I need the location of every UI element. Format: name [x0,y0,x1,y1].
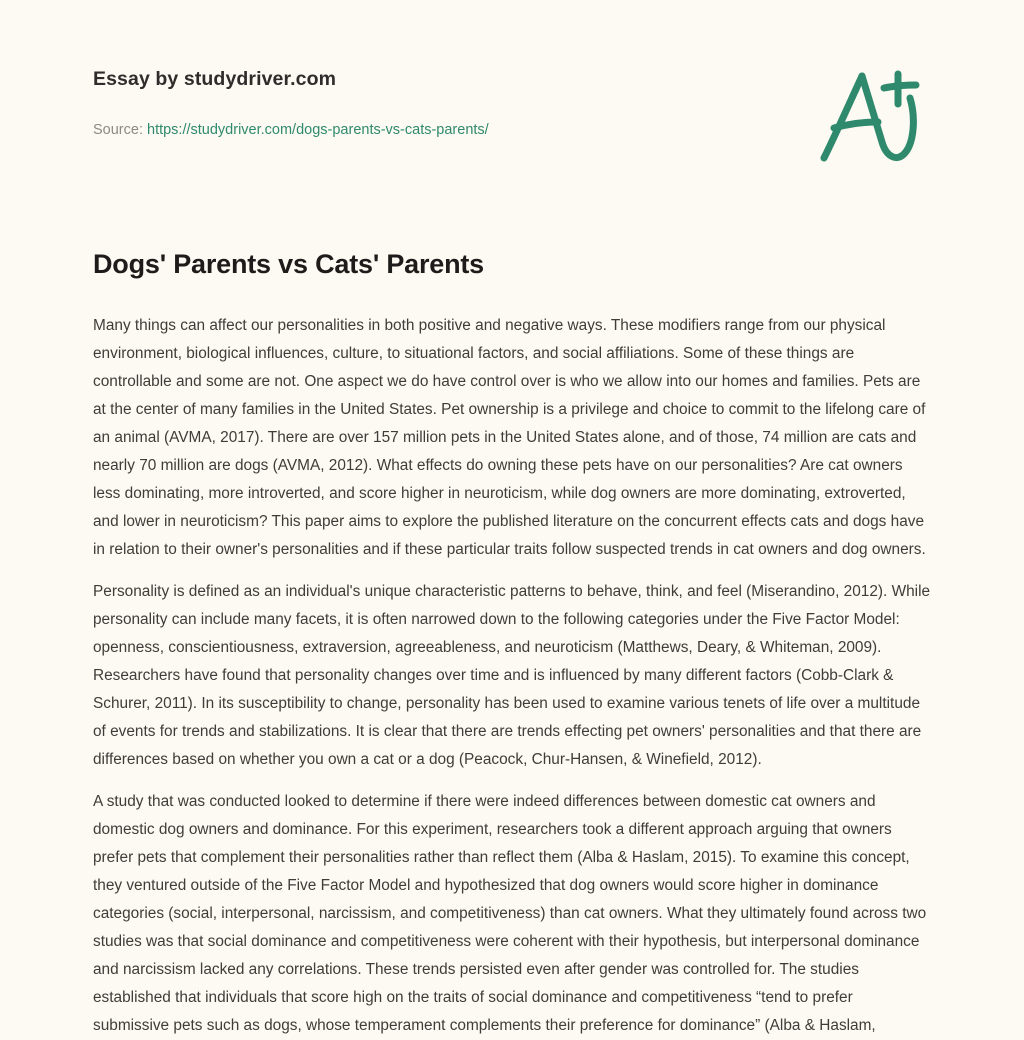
article-container [93,248,933,1040]
paragraph: A study that was conducted looked to determine if there were indeed differences between domestic cat owners and domestic dog owners and dominance. For this experiment, researchers took a different approach arguing that owners prefer pets that complement their personalities rather than reflect them (Alba & Haslam, 2015). To examine this concept, they ventured outside of the Five Factor Model and hypothesized that dog owners would score higher in dominance categories (social, interpersonal, narcissism, and competitiveness) than cat owners. What they ultimately found across two studies was that social dominance and competitiveness were coherent with their hypothesis, but interpersonal dominance and narcissism lacked any correlations. These trends persisted even after gender was controlled for. The studies established that individuals that score high on the traits of social dominance and competitiveness “tend to prefer submissive pets such as dogs, whose temperament complements their preference for dominance” (Alba & Haslam, [93,792,927,1034]
source-url-link[interactable]: https://studydriver.com/dogs-parents-vs-cats-parents/ [147,122,489,138]
paragraph: Personality is defined as an individual's unique characteristic patterns to behave, think, and feel (Miserandino, 2012). While personality can include many facets, it is often narrowed down to the following categories under the Five Factor Model: openness, conscientiousness, extraversion, agreeableness, and neuroticism (Matthews, Deary, & Whiteman, 2009). Researchers have found that personality changes over time and is influenced by many different factors (Cobb-Clark & Schurer, 2011). In its susceptibility to change, personality has been used to examine various tenets of life over a multitude of events for trends and stabilizations. It is clear that there are trends effecting pet owners' personalities and that there are differences based on whether you own a cat or a dog (Peacock, Chur-Hansen, & Winefield, 2012). [93,582,931,768]
a-plus-logo [812,62,928,168]
page-title: Dogs' Parents vs Cats' Parents [93,249,484,279]
paragraph: Many things can affect our personalities in both positive and negative ways. These modifiers range from our physical environment, biological influences, culture, to situational factors, and social affiliations. Some of these things are controllable and some are not. One aspect we do have control over is who we allow into our homes and families. Pets are at the center of many families in the United States. Pet ownership is a privilege and choice to commit to the lifelong care of an animal (AVMA, 2017). There are over 157 million pets in the United States alone, and of those, 74 million are cats and nearly 70 million are dogs (AVMA, 2012). What effects do owning these pets have on our personalities? Are cat owners less dominating, more introverted, and score higher in neuroticism, while dog owners are more dominating, extroverted, and lower in neuroticism? This paper aims to explore the published literature on the concurrent effects cats and dogs have in relation to their owner's personalities and if these particular traits follow suspected trends in cat owners and dog owners. [93,316,926,558]
source-label: Source: [93,122,147,138]
essay-byline: Essay by studydriver.com [93,68,337,90]
a-plus-logo-icon [812,62,928,168]
document-header [0,0,1024,200]
source-line [93,122,489,138]
article-body [93,312,933,1040]
